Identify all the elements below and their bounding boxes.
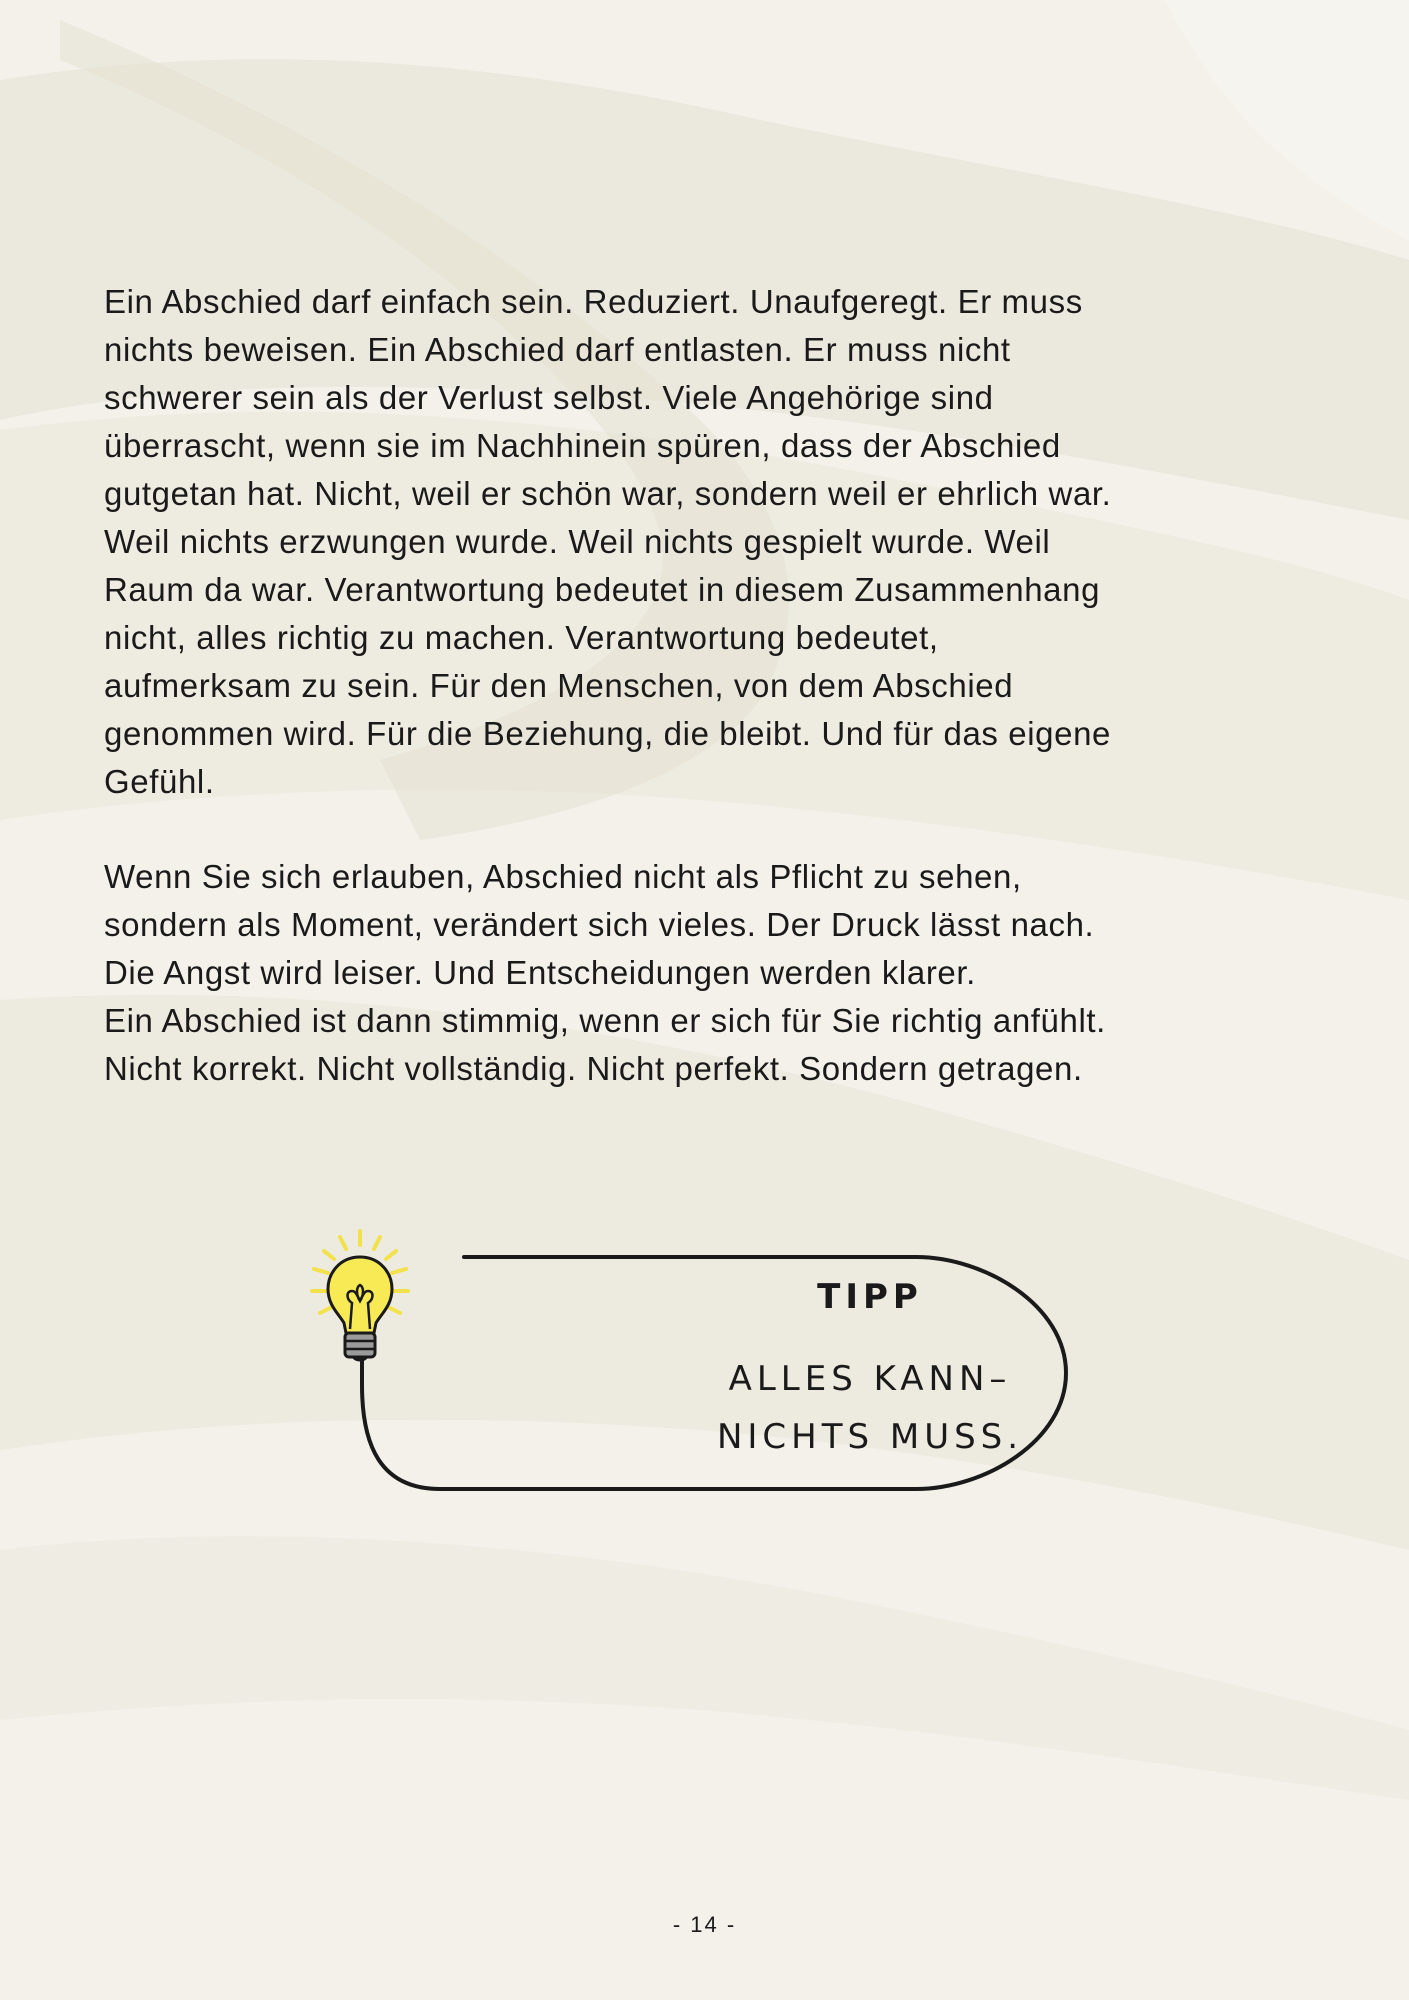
lightbulb-icon (290, 1225, 440, 1385)
text-line: sondern als Moment, verändert sich vieles. Der Druck lässt nach. (104, 906, 1095, 943)
text-line: überrascht, wenn sie im Nachhinein spüren, dass der Abschied (104, 427, 1061, 464)
page-number: - 14 - (672, 1912, 737, 1937)
tipp-box (290, 1225, 1090, 1515)
text-line: Ein Abschied ist dann stimmig, wenn er sich für Sie richtig anfühlt. (104, 1002, 1106, 1039)
tipp-line: ALLES KANN– (728, 1359, 1012, 1399)
body-text (104, 278, 1254, 1093)
text-line: aufmerksam zu sein. Für den Menschen, von dem Abschied (104, 667, 1014, 704)
text-line: Wenn Sie sich erlauben, Abschied nicht als Pflicht zu sehen, (104, 858, 1022, 895)
text-line: Weil nichts erzwungen wurde. Weil nichts gespielt wurde. Weil (104, 523, 1051, 560)
text-line: schwerer sein als der Verlust selbst. Viele Angehörige sind (104, 379, 994, 416)
text-line: nicht, alles richtig zu machen. Verantwortung bedeutet, (104, 619, 939, 656)
text-line: Nicht korrekt. Nicht vollständig. Nicht perfekt. Sondern getragen. (104, 1050, 1083, 1087)
tipp-title: TIPP (817, 1277, 923, 1317)
text-line: Raum da war. Verantwortung bedeutet in diesem Zusammenhang (104, 571, 1101, 608)
text-line: Die Angst wird leiser. Und Entscheidungen werden klarer. (104, 954, 976, 991)
tipp-line: NICHTS MUSS. (716, 1417, 1024, 1457)
tipp-text (660, 1350, 1080, 1466)
text-line: nichts beweisen. Ein Abschied darf entlasten. Er muss nicht (104, 331, 1011, 368)
text-line: Gefühl. (104, 763, 215, 800)
paragraph-1 (104, 278, 1254, 806)
text-line: genommen wird. Für die Beziehung, die bleibt. Und für das eigene (104, 715, 1111, 752)
text-line: Ein Abschied darf einfach sein. Reduziert. Unaufgeregt. Er muss (104, 283, 1083, 320)
paragraph-2 (104, 853, 1254, 1093)
text-line: gutgetan hat. Nicht, weil er schön war, sondern weil er ehrlich war. (104, 475, 1112, 512)
